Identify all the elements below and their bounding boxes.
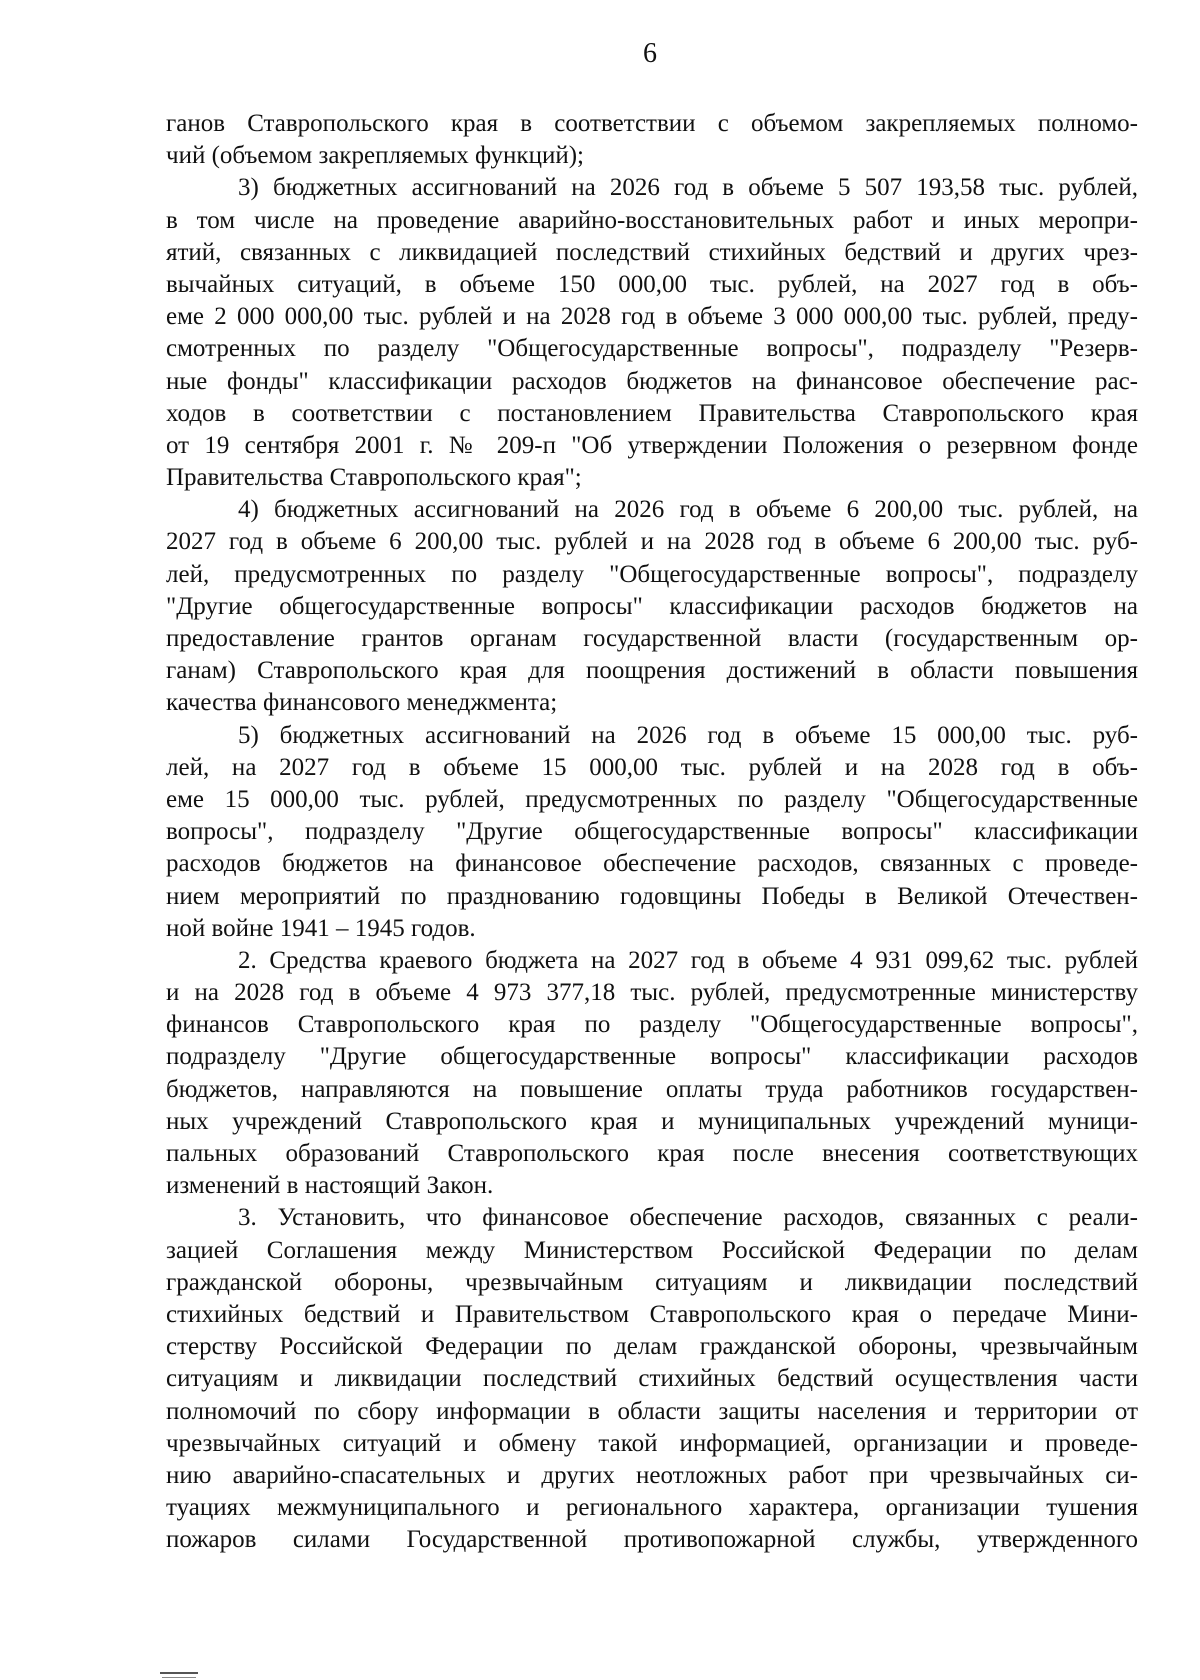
text-line: чий (объемом закрепляемых функций); bbox=[166, 142, 584, 170]
text-line: ситуациям и ликвидации последствий стихийных бедствий осуществления части bbox=[166, 1365, 1138, 1393]
text-line: смотренных по разделу "Общегосударственные вопросы", подразделу "Резерв- bbox=[166, 335, 1138, 363]
text-line: полномочий по сбору информации в области защиты населения и территории от bbox=[166, 1397, 1138, 1425]
text-line: ходов в соответствии с постановлением Правительства Ставропольского края bbox=[166, 399, 1138, 427]
text-line: предоставление грантов органам государственной власти (государственным ор- bbox=[166, 625, 1138, 652]
text-line: ятий, связанных с ликвидацией последствий стихийных бедствий и других чрез- bbox=[166, 238, 1138, 266]
text-line: стерству Российской Федерации по делам гражданской обороны, чрезвычайным bbox=[166, 1333, 1138, 1361]
text-line: еме 2 000 000,00 тыс. рублей и на 2028 год в объеме 3 000 000,00 тыс. рублей, преду- bbox=[166, 303, 1138, 331]
text-line: еме 15 000,00 тыс. рублей, предусмотренных по разделу "Общегосударственные bbox=[166, 785, 1138, 813]
text-line: бюджетов, направляются на повышение оплаты труда работников государствен- bbox=[166, 1075, 1138, 1103]
text-line: от 19 сентября 2001 г. № 209-п "Об утверждении Положения о резервном фонде bbox=[166, 431, 1138, 459]
text-line: 5) бюджетных ассигнований на 2026 год в объеме 15 000,00 тыс. руб- bbox=[238, 721, 1138, 749]
text-line: 4) бюджетных ассигнований на 2026 год в объеме 6 200,00 тыс. рублей, на bbox=[238, 496, 1138, 524]
text-line: 3. Установить, что финансовое обеспечение расходов, связанных с реали- bbox=[238, 1204, 1138, 1232]
text-line: 2. Средства краевого бюджета на 2027 год в объеме 4 931 099,62 тыс. рублей bbox=[238, 946, 1138, 974]
text-line: ганам) Ставропольского края для поощрения достижений в области повышения bbox=[166, 657, 1138, 685]
text-line: качества финансового менеджмента; bbox=[166, 689, 558, 717]
scan-mark bbox=[160, 1672, 198, 1674]
text-line: лей, на 2027 год в объеме 15 000,00 тыс. рублей и на 2028 год в объ- bbox=[166, 753, 1138, 781]
text-line: в том числе на проведение аварийно-восстановительных работ и иных меропри- bbox=[166, 206, 1138, 234]
text-line: и на 2028 год в объеме 4 973 377,18 тыс. рублей, предусмотренные министерству bbox=[166, 979, 1138, 1007]
text-line: гражданской обороны, чрезвычайным ситуациям и ликвидации последствий bbox=[166, 1268, 1138, 1296]
text-line: туациях межмуниципального и регионального характера, организации тушения bbox=[166, 1494, 1138, 1522]
text-line: чрезвычайных ситуаций и обмену такой информацией, организации и проведе- bbox=[166, 1429, 1138, 1457]
text-line: нием мероприятий по празднованию годовщины Победы в Великой Отечествен- bbox=[166, 882, 1138, 910]
text-line: лей, предусмотренных по разделу "Общегосударственные вопросы", подразделу bbox=[166, 560, 1138, 588]
text-line: Правительства Ставропольского края"; bbox=[166, 464, 582, 492]
text-line: стихийных бедствий и Правительством Ставропольского края о передаче Мини- bbox=[166, 1300, 1138, 1328]
text-line: ных учреждений Ставропольского края и муниципальных учреждений муници- bbox=[166, 1107, 1138, 1135]
text-line: 3) бюджетных ассигнований на 2026 год в объеме 5 507 193,58 тыс. рублей, bbox=[238, 174, 1138, 202]
text-line: расходов бюджетов на финансовое обеспечение расходов, связанных с проведе- bbox=[166, 850, 1138, 878]
text-line: нию аварийно-спасательных и других неотложных работ при чрезвычайных си- bbox=[166, 1461, 1138, 1489]
text-line: ганов Ставропольского края в соответствии с объемом закрепляемых полномо- bbox=[166, 110, 1138, 137]
text-line: пальных образований Ставропольского края после внесения соответствующих bbox=[166, 1140, 1138, 1167]
document-body bbox=[166, 108, 1138, 1556]
text-line: зацией Соглашения между Министерством Российской Федерации по делам bbox=[166, 1236, 1138, 1264]
page-number: 6 bbox=[643, 38, 657, 69]
text-line: вычайных ситуаций, в объеме 150 000,00 тыс. рублей, на 2027 год в объ- bbox=[166, 270, 1138, 298]
text-line: вопросы", подразделу "Другие общегосударственные вопросы" классификации bbox=[166, 818, 1138, 846]
scan-mark-secondary bbox=[162, 1677, 196, 1678]
text-line: "Другие общегосударственные вопросы" классификации расходов бюджетов на bbox=[166, 592, 1138, 620]
text-line: финансов Ставропольского края по разделу "Общегосударственные вопросы", bbox=[166, 1011, 1138, 1039]
text-line: подразделу "Другие общегосударственные вопросы" классификации расходов bbox=[166, 1043, 1138, 1071]
text-line: ной войне 1941 – 1945 годов. bbox=[166, 914, 476, 942]
text-line: изменений в настоящий Закон. bbox=[166, 1172, 494, 1200]
text-line: 2027 год в объеме 6 200,00 тыс. рублей и на 2028 год в объеме 6 200,00 тыс. руб- bbox=[166, 528, 1138, 556]
text-line: ные фонды" классификации расходов бюджетов на финансовое обеспечение рас- bbox=[166, 367, 1138, 395]
text-line: пожаров силами Государственной противопожарной службы, утвержденного bbox=[166, 1526, 1138, 1554]
